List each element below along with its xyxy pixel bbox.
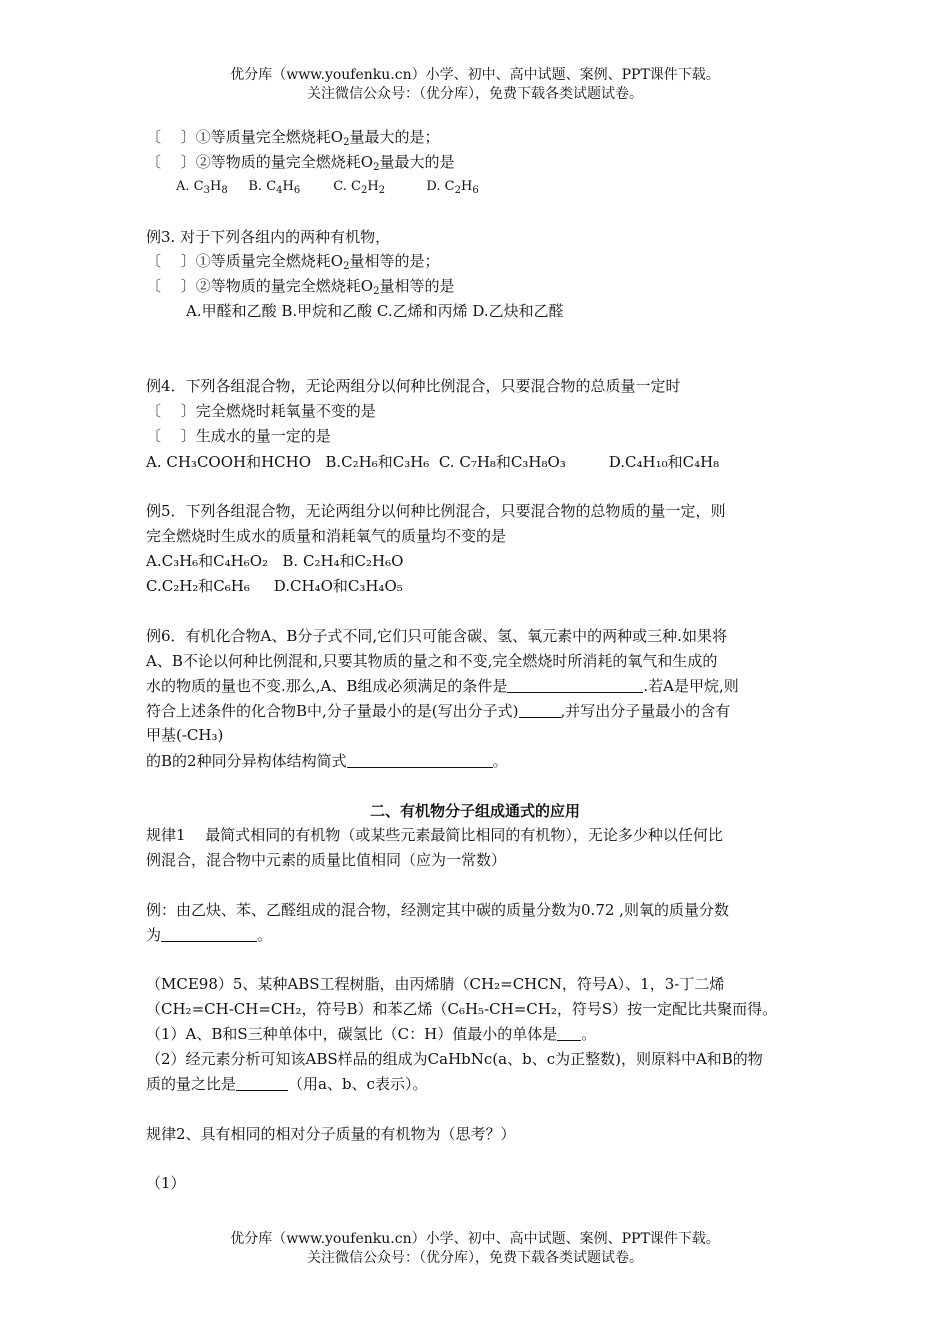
ex6-line4: 符合上述条件的化合物B中,分子量最小的是(写出分子式) ,并写出分子量最小的含有 — [146, 702, 731, 720]
page-header-line1: 优分库（www.youfenku.cn）小学、初中、高中试题、案例、PPT课件下载。 — [230, 67, 720, 83]
mce-line2: （CH₂=CH-CH=CH₂，符号B）和苯乙烯（C₆H₅-CH=CH₂，符号S）按一定配比共聚而得。 — [146, 1000, 778, 1018]
ex4-options: A. CH₃COOH和HCHO B.C₂H₆和C₃H₆ C. C₇H₈和C₃H₈O₃ D.C₄H₁₀和C₄H₈ — [146, 453, 720, 471]
ex6-line6: 的B的2种同分异构体结构简式 。 — [146, 752, 508, 770]
page-footer-line1: 优分库（www.youfenku.cn）小学、初中、高中试题、案例、PPT课件下载。 — [230, 1231, 720, 1247]
ex5-options-row2: C.C₂H₂和C₆H₆ D.CH₄O和C₃H₄O₅ — [146, 577, 403, 595]
ex3-options: A.甲醛和乙酸 B.甲烷和乙酸 C.乙烯和丙烯 D.乙炔和乙醛 — [186, 302, 564, 320]
ex6-line1: 例6．有机化合物A、B分子式不同,它们只可能含碳、氢、氧元素中的两种或三种.如果将 — [146, 627, 727, 645]
ex5-line1: 例5．下列各组混合物，无论两组分以何种比例混合，只要混合物的总物质的量一定，则 — [146, 502, 726, 520]
ex3-question2: 〔 〕②等物质的量完全燃烧耗$O_2$量相等的是 — [146, 277, 455, 297]
ex6-line3: 水的物质的量也不变.那么,A、B组成必须满足的条件是 .若A是甲烷,则 — [146, 677, 739, 695]
rule1-line1: 规律1 最简式相同的有机物（或某些元素最简比相同的有机物），无论多少种以任何比 — [146, 826, 723, 844]
rule1-example-line2: 为 。 — [146, 926, 273, 944]
ex4-intro: 例4．下列各组混合物，无论两组分以何种比例混合，只要混合物的总质量一定时 — [146, 377, 681, 395]
ex2-question1: 〔 〕①等质量完全燃烧耗$O_2$量最大的是； — [146, 128, 440, 148]
answer-blank[interactable] — [347, 753, 493, 768]
page-header-line2: 关注微信公众号：（优分库），免费下载各类试题试卷。 — [307, 86, 643, 102]
ex2-question2: 〔 〕②等物质的量完全燃烧耗$O_2$量最大的是 — [146, 153, 455, 173]
section-title: 二、有机物分子组成通式的应用 — [369, 802, 580, 820]
answer-blank[interactable] — [161, 927, 257, 942]
ex4-question1: 〔 〕完全燃烧时耗氧量不变的是 — [146, 402, 376, 420]
rule1-example-line1: 例：由乙炔、苯、乙醛组成的混合物，经测定其中碳的质量分数为0.72 ,则氧的质量分数 — [146, 901, 729, 919]
ex4-question2: 〔 〕生成水的量一定的是 — [146, 427, 331, 445]
rule2-item1: （1） — [146, 1174, 186, 1192]
ex3-question1: 〔 〕①等质量完全燃烧耗$O_2$量相等的是； — [146, 252, 440, 272]
ex5-line2: 完全燃烧时生成水的质量和消耗氧气的质量均不变的是 — [146, 527, 507, 545]
rule2: 规律2、具有相同的相对分子质量的有机物为（思考？） — [146, 1125, 516, 1143]
rule1-line2: 例混合，混合物中元素的质量比值相同（应为一常数） — [146, 851, 507, 869]
ex6-line5: 甲基(-CH₃) — [146, 726, 224, 744]
answer-blank[interactable] — [557, 1026, 581, 1041]
page-footer-line2: 关注微信公众号：（优分库），免费下载各类试题试卷。 — [307, 1250, 643, 1266]
ex6-line2: A、B不论以何种比例混和,只要其物质的量之和不变,完全燃烧时所消耗的氧气和生成的 — [146, 652, 718, 670]
ex2-options: A. $C_3H_8$ B. $C_4H_6$ C. $C_2H_2$ D. $C_2H_6$ — [176, 179, 479, 196]
answer-blank[interactable] — [507, 678, 643, 693]
mce-question1: （1）A、B和S三种单体中，碳氢比（C：H）值最小的单体是 。 — [146, 1025, 597, 1043]
answer-blank[interactable] — [236, 1076, 288, 1091]
ex3-intro: 例3. 对于下列各组内的两种有机物， — [146, 228, 391, 246]
ex5-options-row1: A.C₃H₆和C₄H₆O₂ B. C₂H₄和C₂H₆O — [146, 552, 404, 570]
mce-question2-line2: 质的量之比是 （用a、b、c表示）。 — [146, 1075, 428, 1093]
answer-blank[interactable] — [519, 703, 561, 718]
mce-line1: （MCE98）5、某种ABS工程树脂，由丙烯腈（CH₂=CHCN，符号A）、1，3-丁二烯 — [146, 975, 725, 993]
mce-question2-line1: （2）经元素分析可知该ABS样品的组成为CaHbNc(a、b、c为正整数)，则原料中A和B的物 — [146, 1050, 763, 1068]
